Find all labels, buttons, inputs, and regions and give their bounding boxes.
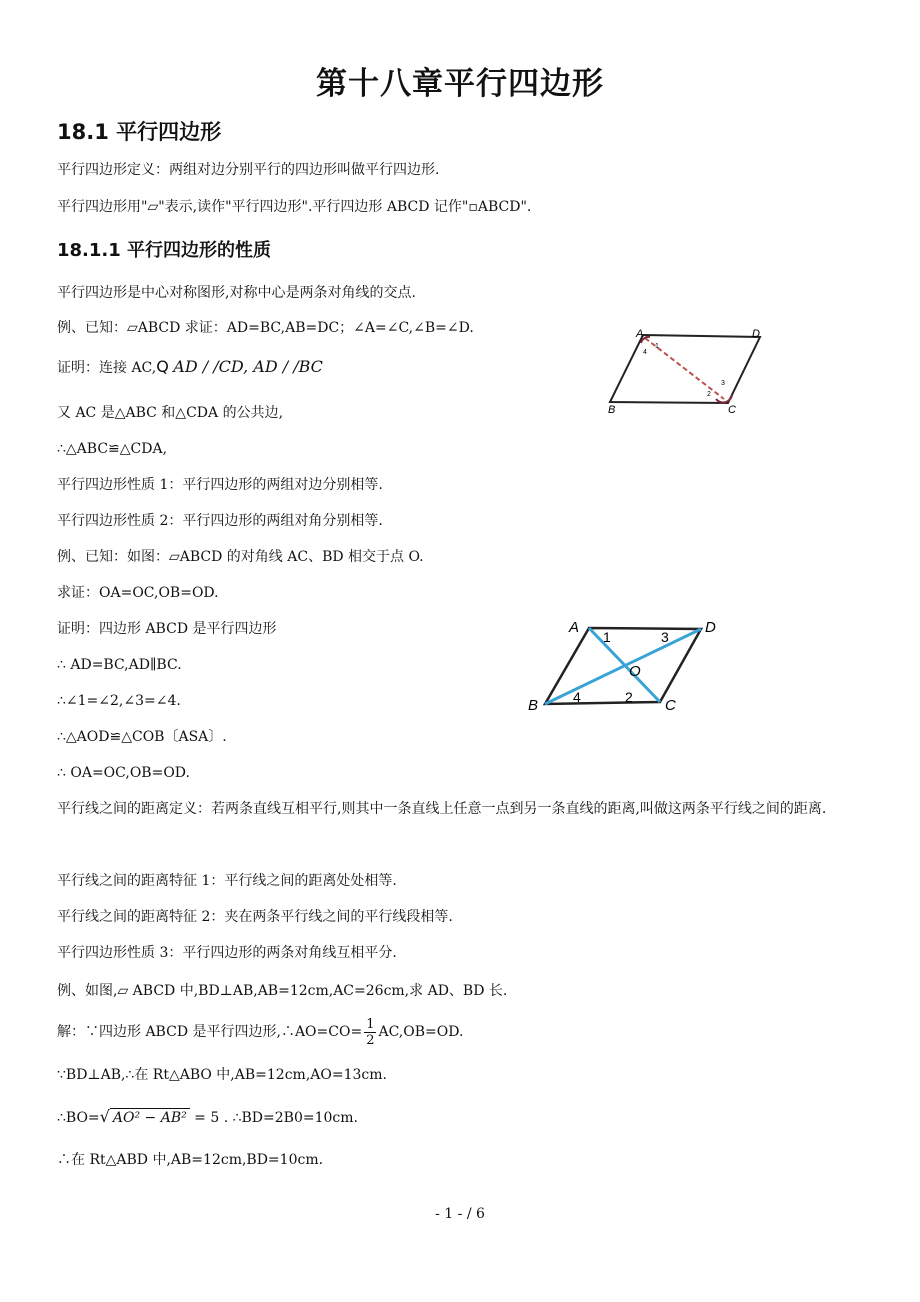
property-1: 平行四边形性质 1：平行四边形的两组对边分别相等. bbox=[57, 477, 383, 493]
distance-feature-1: 平行线之间的距离特征 1：平行线之间的距离处处相等. bbox=[57, 873, 397, 889]
vertex-label-d: D bbox=[752, 328, 760, 340]
example2-step4: ∴ OA=OC,OB=OD. bbox=[57, 765, 190, 781]
example1-proof-math: AD / /CD, AD / /BC bbox=[173, 357, 323, 376]
example1-congruent: ∴△ABC≌△CDA, bbox=[57, 441, 168, 457]
angle-number-3: 3 bbox=[721, 380, 725, 387]
figure-parallelogram-2 bbox=[525, 612, 730, 717]
page-number: - 1 - / 6 bbox=[435, 1206, 485, 1222]
fraction-one-half bbox=[364, 1017, 376, 1048]
angle-number-3: 3 bbox=[661, 629, 669, 645]
notation-text: 平行四边形用"▱"表示,读作"平行四边形".平行四边形 ABCD 记作"▫ABCD". bbox=[57, 199, 532, 215]
example3-solution-b: AC,OB=OD. bbox=[378, 1024, 464, 1040]
vertex-label-a: A bbox=[569, 619, 580, 636]
vertex-label-c: C bbox=[665, 697, 676, 714]
sqrt-expression: AO² − AB² bbox=[110, 1108, 190, 1127]
property-2: 平行四边形性质 2：平行四边形的两组对角分别相等. bbox=[57, 513, 383, 529]
angle-number-4: 4 bbox=[573, 689, 581, 705]
center-symmetry-text: 平行四边形是中心对称图形,对称中心是两条对角线的交点. bbox=[57, 285, 416, 301]
angle-number-2: 2 bbox=[625, 689, 633, 705]
angle-number-4: 4 bbox=[643, 349, 647, 356]
angle-number-1: 1 bbox=[655, 343, 659, 350]
example3-step2-b: = 5 . ∴BD=2B0=10cm. bbox=[194, 1110, 358, 1126]
example2-proof: 证明：四边形 ABCD 是平行四边形 bbox=[57, 621, 277, 637]
vertex-label-a: A bbox=[636, 328, 644, 340]
vertex-label-d: D bbox=[705, 619, 716, 636]
center-label-o: O bbox=[629, 663, 641, 680]
diagonal-bd bbox=[545, 629, 701, 704]
angle-number-1: 1 bbox=[603, 629, 611, 645]
example3-step2: ∴BO=√ AO² − AB² = 5 . ∴BD=2B0=10cm. bbox=[57, 1107, 358, 1126]
page-title: 第十八章平行四边形 bbox=[316, 66, 604, 102]
section-heading-18-1: 18.1 平行四边形 bbox=[57, 120, 222, 144]
example2-step2: ∴∠1=∠2,∠3=∠4. bbox=[57, 693, 181, 709]
example2-prove: 求证：OA=OC,OB=OD. bbox=[57, 585, 219, 601]
example1-proof-lead: 证明：连接 AC, bbox=[57, 360, 157, 376]
example2-step3: ∴△AOD≌△COB〔ASA〕. bbox=[57, 729, 227, 745]
example3-step1: ∵BD⊥AB,∴在 Rt△ABO 中,AB=12cm,AO=13cm. bbox=[57, 1067, 387, 1083]
fraction-numerator: 1 bbox=[366, 1016, 375, 1032]
example3-step3: ∴在 Rt△ABD 中,AB=12cm,BD=10cm. bbox=[57, 1152, 324, 1168]
fraction-denominator: 2 bbox=[366, 1032, 375, 1048]
figure-parallelogram-1 bbox=[600, 325, 780, 417]
example3-solution bbox=[57, 1014, 463, 1050]
property-3: 平行四边形性质 3：平行四边形的两条对角线互相平分. bbox=[57, 945, 397, 961]
section-heading-18-1-1: 18.1.1 平行四边形的性质 bbox=[57, 240, 272, 261]
example1-common-side: 又 AC 是△ABC 和△CDA 的公共边, bbox=[57, 405, 284, 421]
example1-given: 例、已知：▱ABCD 求证：AD=BC,AB=DC；∠A=∠C,∠B=∠D. bbox=[57, 320, 474, 336]
example3-step2-a: ∴BO= bbox=[57, 1110, 100, 1126]
vertex-label-b: B bbox=[528, 697, 539, 714]
example2-given: 例、已知：如图：▱ABCD 的对角线 AC、BD 相交于点 O. bbox=[57, 549, 424, 565]
because-glyph: Q bbox=[156, 357, 169, 376]
definition-text: 平行四边形定义：两组对边分别平行的四边形叫做平行四边形. bbox=[57, 162, 440, 178]
example3-solution-a: 解：∵四边形 ABCD 是平行四边形,∴AO=CO= bbox=[57, 1024, 363, 1040]
example2-step1: ∴ AD=BC,AD∥BC. bbox=[57, 657, 182, 673]
example1-proof bbox=[57, 358, 323, 377]
angle-number-2: 2 bbox=[707, 391, 711, 398]
vertex-label-c: C bbox=[728, 404, 736, 416]
vertex-label-b: B bbox=[608, 404, 616, 416]
distance-definition: 平行线之间的距离定义：若两条直线互相平行,则其中一条直线上任意一点到另一条直线的距离,叫做这两条平行线之间的距离. bbox=[57, 801, 827, 817]
distance-feature-2: 平行线之间的距离特征 2：夹在两条平行线之间的平行线段相等. bbox=[57, 909, 453, 925]
example3-given: 例、如图,▱ ABCD 中,BD⊥AB,AB=12cm,AC=26cm,求 AD、BD 长. bbox=[57, 983, 508, 999]
